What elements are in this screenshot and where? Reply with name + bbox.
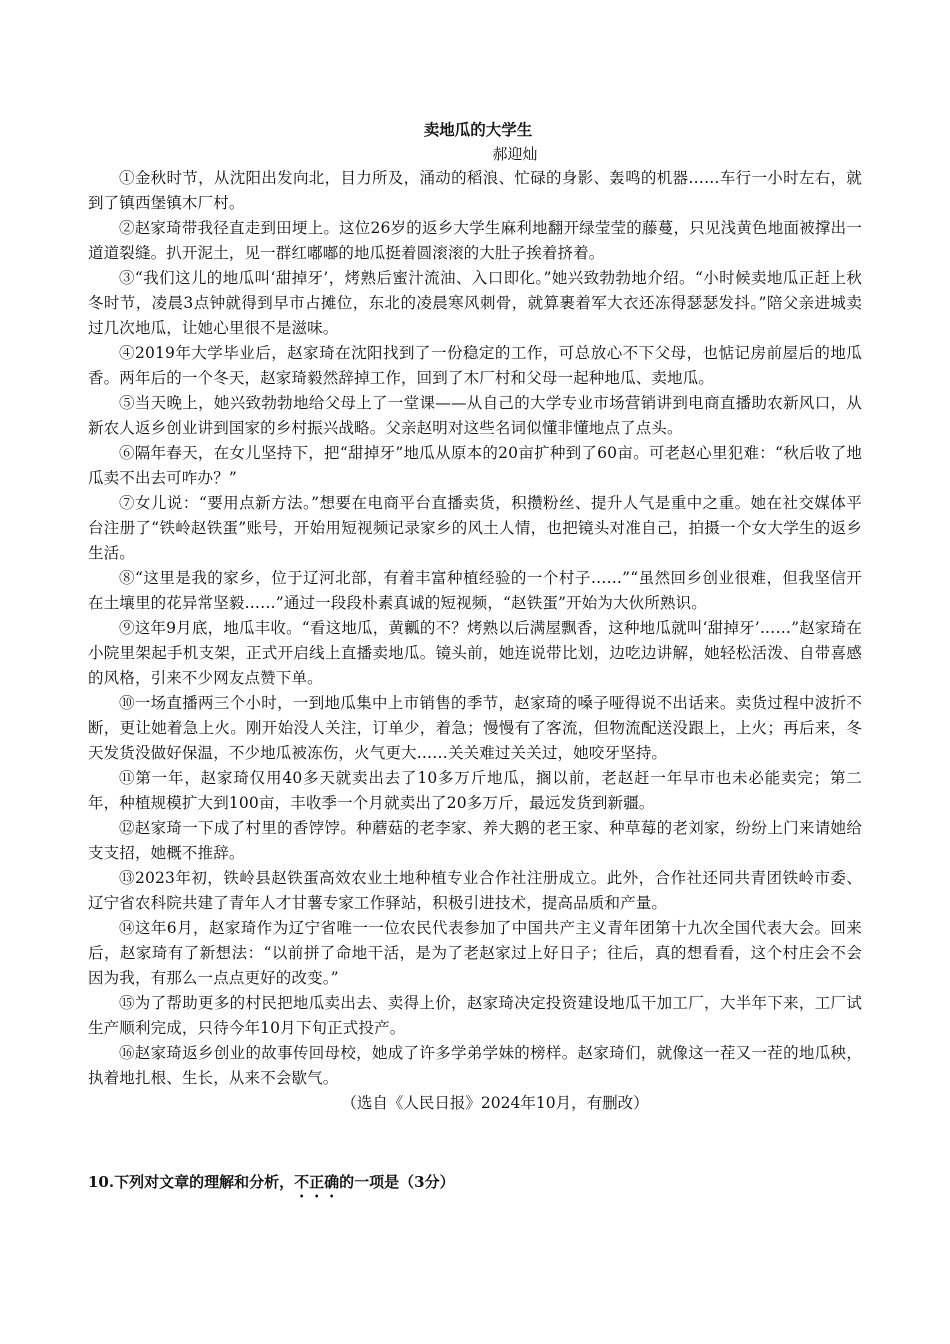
paragraph: ⑮为了帮助更多的村民把地瓜卖出去、卖得上价，赵家琦决定投资建设地瓜干加工厂，大半年下来，工厂试生产顺利完成，只待今年10月下旬正式投产。 (88, 994, 862, 1037)
paragraph: ⑪第一年，赵家琦仅用40多天就卖出去了10多万斤地瓜，搁以前，老赵赶一年早市也未必能卖完；第二年，种植规模扩大到100亩，丰收季一个月就卖出了20多万斤，最远发货到新疆。 (88, 769, 862, 812)
article-author: 郝迎灿 (492, 145, 538, 163)
paragraph: ⑭这年6月，赵家琦作为辽宁省唯一一位农民代表参加了中国共产主义青年团第十九次全国代表大会。回来后，赵家琦有了新想法：“以前拼了命地干活，是为了老赵家过上好日子；往后，真的想看看，这个村庄会不会因为我，有那么一点点更好的改变。” (88, 919, 862, 987)
paragraph: ⑯赵家琦返乡创业的故事传回母校，她成了许多学弟学妹的榜样。赵家琦们，就像这一茬又一茬的地瓜秧，执着地扎根、生长，从来不会歇气。 (88, 1044, 862, 1087)
paragraph: ⑩一场直播两三个小时，一到地瓜集中上市销售的季节，赵家琦的嗓子哑得说不出话来。卖货过程中波折不断，更让她着急上火。刚开始没人关注，订单少，着急；慢慢有了客流，但物流配送没跟上，上火；再后来，冬天发货没做好保温，不少地瓜被冻伤，火气更大……关关难过关关过，她咬牙坚持。 (88, 694, 862, 762)
article (88, 118, 862, 1116)
paragraph: ②赵家琦带我径直走到田埂上。这位26岁的返乡大学生麻利地翻开绿莹莹的藤蔓，只见浅黄色地面被撑出一道道裂缝。扒开泥土，见一群红嘟嘟的地瓜挺着圆滚滚的大肚子挨着挤着。 (88, 219, 862, 262)
paragraph: ⑫赵家琦一下成了村里的香饽饽。种蘑菇的老李家、养大鹅的老王家、种草莓的老刘家，纷纷上门来请她给支支招，她概不推辞。 (88, 819, 862, 862)
paragraph: ③“我们这儿的地瓜叫‘甜掉牙’，烤熟后蜜汁流油、入口即化。”她兴致勃勃地介绍。“小时候卖地瓜正赶上秋冬时节，凌晨3点钟就得到早市占摊位，东北的凌晨寒风刺骨，就算裹着军大衣还冻得瑟瑟发抖。”陪父亲进城卖过几次地瓜，让她心里很不是滋味。 (88, 269, 862, 337)
paragraph: ④2019年大学毕业后，赵家琦在沈阳找到了一份稳定的工作，可总放心不下父母，也惦记房前屋后的地瓜香。两年后的一个冬天，赵家琦毅然辞掉工作，回到了木厂村和父母一起种地瓜、卖地瓜。 (88, 344, 862, 387)
question-suffix: 的一项是（3分） (339, 1173, 455, 1191)
paragraph: ①金秋时节，从沈阳出发向北，目力所及，涌动的稻浪、忙碌的身影、轰鸣的机器……车行一小时左右，就到了镇西堡镇木厂村。 (88, 169, 862, 212)
paragraph: ⑥隔年春天，在女儿坚持下，把“甜掉牙”地瓜从原本的20亩扩种到了60亩。可老赵心里犯难：“秋后收了地瓜卖不出去可咋办？” (88, 444, 862, 487)
paragraph: ⑧“这里是我的家乡，位于辽河北部，有着丰富种植经验的一个村子……”“虽然回乡创业很难，但我坚信开在土壤里的花异常坚毅……”通过一段段朴素真诚的短视频，“赵铁蛋”开始为大伙所熟识。 (88, 569, 862, 612)
question-10 (88, 1170, 862, 1201)
paragraph: ⑬2023年初，铁岭县赵铁蛋高效农业土地种植专业合作社注册成立。此外，合作社还同共青团铁岭市委、辽宁省农科院共建了青年人才甘薯专家工作驿站，积极引进技术，提高品质和产量。 (88, 869, 862, 912)
article-title: 卖地瓜的大学生 (423, 120, 533, 139)
paragraph: ⑤当天晚上，她兴致勃勃地给父母上了一堂课——从自己的大学专业市场营销讲到电商直播助农新风口，从新农人返乡创业讲到国家的乡村振兴战略。父亲赵明对这些名词似懂非懂地点了点头。 (88, 394, 862, 437)
article-source: （选自《人民日报》2024年10月，有删改） (341, 1094, 649, 1112)
question-emphasis: 不正确 (294, 1173, 340, 1191)
paragraph: ⑨这年9月底，地瓜丰收。“看这地瓜，黄瓤的不？烤熟以后满屋飘香，这种地瓜就叫‘甜掉牙’……”赵家琦在小院里架起手机支架，正式开启线上直播卖地瓜。镜头前，她连说带比划，边吃边讲解，她轻松活泼、自带喜感的风格，引来不少网友点赞下单。 (88, 619, 862, 687)
article-body (88, 166, 862, 1091)
question-prefix: 10.下列对文章的理解和分析， (88, 1173, 295, 1191)
paragraph: ⑦女儿说：“要用点新方法。”想要在电商平台直播卖货，积攒粉丝、提升人气是重中之重。她在社交媒体平台注册了“铁岭赵铁蛋”账号，开始用短视频记录家乡的风土人情，也把镜头对准自己，拍摄一个女大学生的返乡生活。 (88, 494, 862, 562)
